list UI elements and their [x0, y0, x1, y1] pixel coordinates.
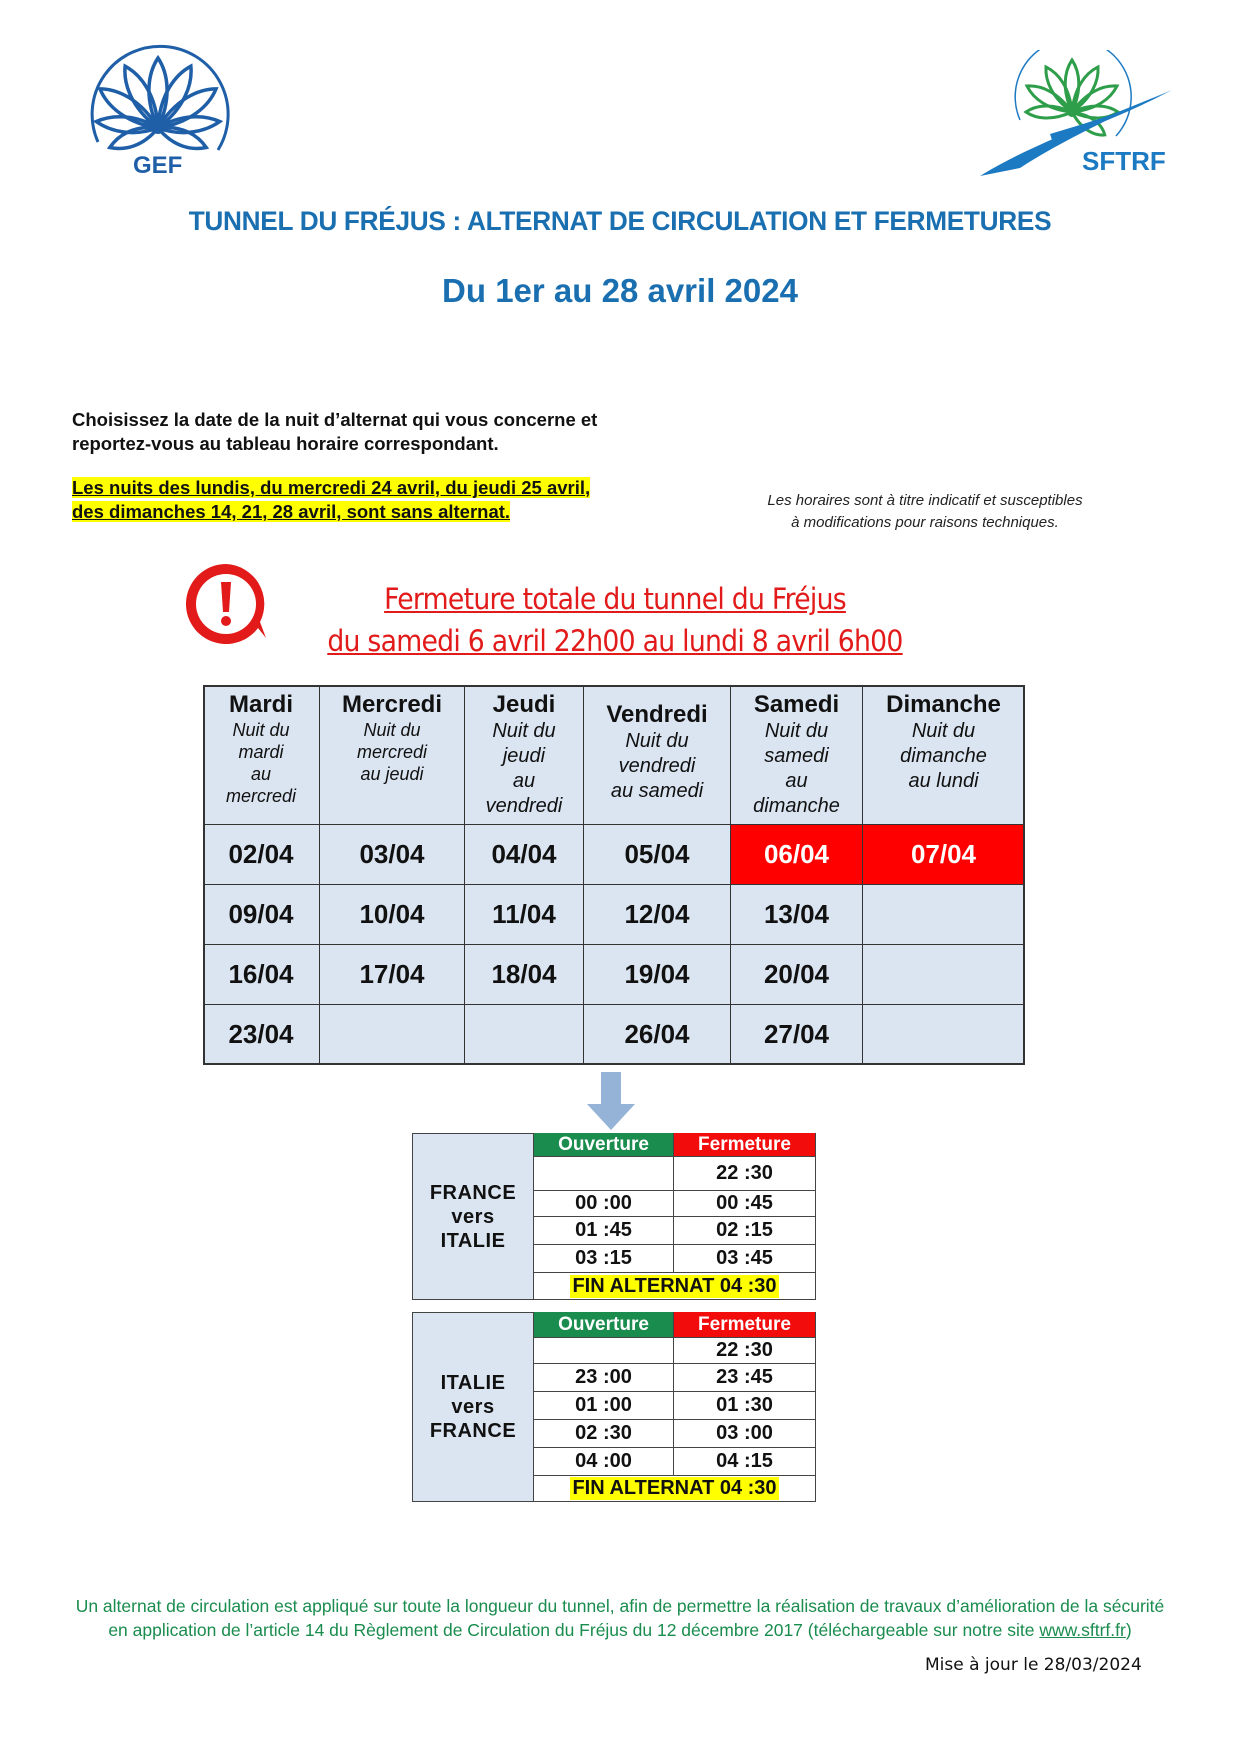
intro-line-1: Choisissez la date de la nuit d’alternat qui vous concerne et	[72, 409, 598, 430]
calendar-cell[interactable]	[465, 825, 584, 885]
column-night-label: au	[250, 764, 272, 784]
close-header: Fermeture	[674, 1133, 816, 1157]
column-day-label: Mardi	[228, 691, 293, 718]
calendar-date: 16/04	[228, 959, 294, 989]
calendar-cell	[863, 1005, 1025, 1065]
closing-time: 22 :30	[674, 1338, 816, 1364]
calendar-date: 07/04	[910, 839, 977, 869]
end-of-alternate-label: FIN ALTERNAT 04 :30	[572, 1477, 777, 1499]
note-line-2: des dimanches 14, 21, 28 avril, sont sans alternat.	[72, 501, 511, 522]
calendar-cell[interactable]	[203, 945, 320, 1005]
column-night-label: au jeudi	[360, 764, 424, 784]
column-day-label: Vendredi	[606, 701, 708, 728]
end-of-alternate-row	[534, 1476, 816, 1502]
gef-logo	[78, 42, 238, 182]
page-subtitle: Du 1er au 28 avril 2024	[442, 272, 798, 309]
column-night-label: Nuit du	[764, 720, 829, 742]
column-night-label: mardi	[238, 742, 284, 762]
column-day-label: Samedi	[753, 691, 840, 718]
column-night-label: vendredi	[485, 795, 563, 817]
closing-time: 03 :45	[674, 1245, 816, 1273]
calendar-cell	[320, 1005, 465, 1065]
column-night-label: Nuit du	[232, 720, 290, 740]
column-night-label: mercredi	[356, 742, 427, 762]
calendar-cell[interactable]	[584, 945, 731, 1005]
footer-line-2-prefix: en application de l’article 14 du Règlement de Circulation du Fréjus du 12 décembre 2017 (téléchargeable sur notre site	[108, 1620, 1040, 1640]
column-day-label: Jeudi	[492, 691, 556, 718]
sftrf-website-link[interactable]: www.sftrf.fr	[1039, 1620, 1126, 1640]
calendar-date: 06/04	[763, 839, 830, 869]
footer-line-2-suffix: )	[1125, 1620, 1132, 1640]
disclaimer-line-1: Les horaires sont à titre indicatif et susceptibles	[767, 492, 1083, 509]
footer-line-1: Un alternat de circulation est appliqué sur toute la longueur du tunnel, afin de permettre la réalisation de travaux d’amélioration de la sécurité	[75, 1596, 1165, 1616]
end-of-alternate-label: FIN ALTERNAT 04 :30	[572, 1274, 777, 1297]
sftrf-logo-text: SFTRF	[1082, 146, 1166, 176]
disclaimer-line-2: à modifications pour raisons techniques.	[791, 514, 1059, 531]
calendar-date: 26/04	[624, 1019, 690, 1049]
column-day-label: Mercredi	[341, 691, 443, 718]
direction-label-line: FRANCE	[429, 1420, 517, 1442]
direction-label-line: FRANCE	[429, 1181, 517, 1204]
column-day-label: Dimanche	[886, 691, 1001, 718]
closing-time: 22 :30	[674, 1157, 816, 1191]
direction-label-line: ITALIE	[440, 1229, 506, 1252]
open-header: Ouverture	[534, 1312, 674, 1338]
closing-time: 02 :15	[674, 1217, 816, 1245]
footer-note	[0, 1594, 1240, 1642]
calendar-cell-closed[interactable]	[731, 825, 863, 885]
calendar-date: 05/04	[624, 839, 690, 869]
gef-logo-text: GEF	[133, 152, 183, 179]
intro-line-2: reportez-vous au tableau horaire correspondant.	[72, 433, 499, 454]
opening-time	[534, 1338, 674, 1364]
calendar-cell[interactable]	[731, 885, 863, 945]
opening-time: 01 :00	[534, 1392, 674, 1420]
column-night-label: vendredi	[618, 755, 696, 777]
calendar-cell[interactable]	[465, 945, 584, 1005]
column-header-mardi	[203, 685, 320, 825]
calendar-date: 13/04	[763, 899, 830, 929]
opening-time: 23 :00	[534, 1364, 674, 1392]
direction-label	[412, 1312, 534, 1502]
column-night-label: dimanche	[900, 745, 987, 767]
direction-label	[412, 1133, 534, 1300]
calendar-date: 04/04	[491, 839, 557, 869]
close-header: Fermeture	[674, 1312, 816, 1338]
column-night-label: au lundi	[908, 770, 979, 792]
direction-block-france	[412, 1133, 816, 1300]
closing-time: 01 :30	[674, 1392, 816, 1420]
calendar-date: 11/04	[492, 899, 556, 929]
closure-notice	[316, 578, 914, 662]
calendar-cell[interactable]	[320, 885, 465, 945]
calendar-cell	[465, 1005, 584, 1065]
column-header-jeudi	[465, 685, 584, 825]
direction-label-line: vers	[451, 1205, 495, 1228]
calendar-cell[interactable]	[320, 945, 465, 1005]
calendar-date: 20/04	[763, 959, 830, 989]
calendar-cell[interactable]	[320, 825, 465, 885]
calendar-date: 17/04	[359, 959, 425, 989]
last-updated: Mise à jour le 28/03/2024	[925, 1655, 1142, 1675]
opening-time	[534, 1157, 674, 1191]
calendar-cell[interactable]	[584, 885, 731, 945]
intro-text	[72, 408, 692, 456]
direction-label-line: vers	[451, 1396, 495, 1418]
calendar-cell[interactable]	[465, 885, 584, 945]
opening-time: 02 :30	[534, 1420, 674, 1448]
calendar-date: 19/04	[624, 959, 690, 989]
arrow-down-icon	[586, 1072, 636, 1132]
open-header: Ouverture	[534, 1133, 674, 1157]
column-night-label: Nuit du	[625, 730, 689, 752]
page-title: TUNNEL DU FRÉJUS : ALTERNAT DE CIRCULATION ET FERMETURES	[188, 206, 1052, 236]
calendar-cell	[863, 945, 1025, 1005]
column-night-label: samedi	[764, 745, 829, 767]
closing-time: 04 :15	[674, 1448, 816, 1476]
calendar-cell-closed[interactable]	[863, 825, 1025, 885]
column-night-label: jeudi	[502, 745, 546, 767]
no-alternate-note	[72, 476, 590, 524]
night-calendar-table	[203, 685, 1025, 1065]
direction-label-line: ITALIE	[440, 1372, 506, 1394]
column-header-mercredi	[320, 685, 465, 825]
calendar-cell[interactable]	[731, 1005, 863, 1065]
column-night-label: Nuit du	[911, 720, 976, 742]
calendar-date: 18/04	[491, 959, 557, 989]
calendar-cell[interactable]	[584, 1005, 731, 1065]
column-night-label: Nuit du	[492, 720, 556, 742]
calendar-date: 02/04	[228, 839, 294, 869]
calendar-cell[interactable]	[203, 885, 320, 945]
calendar-cell[interactable]	[584, 825, 731, 885]
closing-time: 03 :00	[674, 1420, 816, 1448]
closing-time: 00 :45	[674, 1191, 816, 1217]
calendar-cell[interactable]	[203, 1005, 320, 1065]
calendar-date: 27/04	[763, 1019, 830, 1049]
calendar-cell[interactable]	[203, 825, 320, 885]
closure-line-2: du samedi 6 avril 22h00 au lundi 8 avril 6h00	[327, 624, 903, 658]
exclamation-speech-bubble-icon	[180, 558, 272, 650]
column-header-vendredi	[584, 685, 731, 825]
calendar-cell	[863, 885, 1025, 945]
opening-time: 03 :15	[534, 1245, 674, 1273]
column-night-label: Nuit du	[363, 720, 421, 740]
direction-block-italie	[412, 1312, 816, 1502]
footer-line-2	[0, 1618, 1240, 1642]
column-night-label: mercredi	[225, 786, 296, 806]
column-header-dimanche	[863, 685, 1025, 825]
column-night-label: dimanche	[753, 795, 840, 817]
closing-time: 23 :45	[674, 1364, 816, 1392]
calendar-date: 09/04	[228, 899, 294, 929]
sftrf-logo	[980, 50, 1180, 180]
opening-time: 00 :00	[534, 1191, 674, 1217]
disclaimer	[740, 490, 1110, 534]
column-night-label: au	[512, 770, 536, 792]
opening-time: 04 :00	[534, 1448, 674, 1476]
note-line-1: Les nuits des lundis, du mercredi 24 avril, du jeudi 25 avril,	[72, 477, 591, 498]
calendar-date: 12/04	[624, 899, 690, 929]
column-header-samedi	[731, 685, 863, 825]
calendar-date: 10/04	[359, 899, 425, 929]
calendar-date: 03/04	[359, 839, 425, 869]
closure-line-1: Fermeture totale du tunnel du Fréjus	[384, 582, 846, 616]
calendar-date: 23/04	[228, 1019, 294, 1049]
opening-time: 01 :45	[534, 1217, 674, 1245]
calendar-cell[interactable]	[731, 945, 863, 1005]
column-night-label: au samedi	[610, 780, 704, 802]
end-of-alternate-row	[534, 1273, 816, 1300]
column-night-label: au	[785, 770, 808, 792]
